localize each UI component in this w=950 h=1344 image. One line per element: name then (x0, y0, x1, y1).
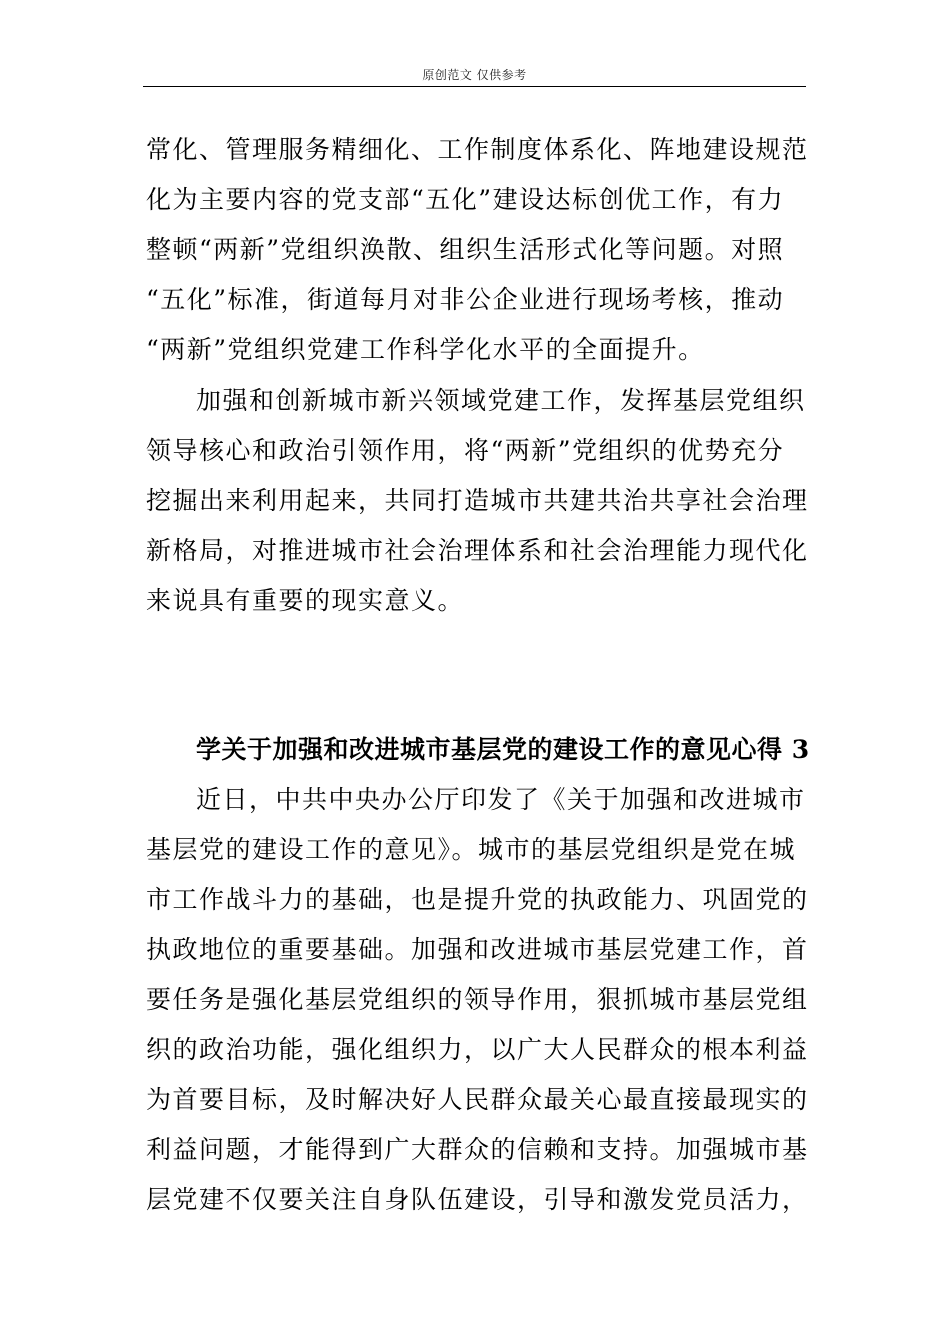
paragraph-3-line-6: 织的政治功能，强化组织力，以广大人民群众的根本利益 (146, 1035, 809, 1064)
paragraph-3-line-5: 要任务是强化基层党组织的领导作用，狠抓城市基层党组 (146, 985, 809, 1014)
paragraph-2-line-3: 挖掘出来利用起来，共同打造城市共建共治共享社会治理 (146, 486, 809, 515)
paragraph-2-line-4: 新格局，对推进城市社会治理体系和社会治理能力现代化 (146, 536, 809, 565)
paragraph-3-line-8: 利益问题，才能得到广大群众的信赖和支持。加强城市基 (146, 1135, 809, 1164)
paragraph-2-line-1: 加强和创新城市新兴领域党建工作，发挥基层党组织 (196, 386, 806, 415)
paragraph-1-line-4: “五化”标准，街道每月对非公企业进行现场考核，推动 (146, 285, 785, 314)
paragraph-3-line-1: 近日，中共中央办公厅印发了《关于加强和改进城市 (196, 785, 806, 814)
paragraph-3-line-3: 市工作战斗力的基础，也是提升党的执政能力、巩固党的 (146, 885, 809, 914)
paragraph-3-line-4: 执政地位的重要基础。加强和改进城市基层党建工作，首 (146, 935, 809, 964)
section-heading: 学关于加强和改进城市基层党的建设工作的意见心得 3 (196, 735, 810, 764)
paragraph-1-line-2: 化为主要内容的党支部“五化”建设达标创优工作，有力 (146, 185, 785, 214)
paragraph-1-line-1: 常化、管理服务精细化、工作制度体系化、阵地建设规范 (146, 135, 809, 164)
paragraph-1-line-5: “两新”党组织党建工作科学化水平的全面提升。 (146, 335, 705, 364)
paragraph-1-line-3: 整顿“两新”党组织涣散、组织生活形式化等问题。对照 (146, 235, 785, 264)
paragraph-3-line-9: 层党建不仅要关注自身队伍建设，引导和激发党员活力， (146, 1185, 809, 1214)
paragraph-3-line-2: 基层党的建设工作的意见》。城市的基层党组织是党在城 (146, 835, 797, 864)
page-header (143, 66, 806, 87)
paragraph-2-line-5: 来说具有重要的现实意义。 (146, 586, 465, 615)
header-text: 原创范文 仅供参考 (422, 68, 527, 82)
paragraph-2-line-2: 领导核心和政治引领作用，将“两新”党组织的优势充分 (146, 436, 785, 465)
paragraph-3-line-7: 为首要目标，及时解决好人民群众最关心最直接最现实的 (146, 1085, 809, 1114)
